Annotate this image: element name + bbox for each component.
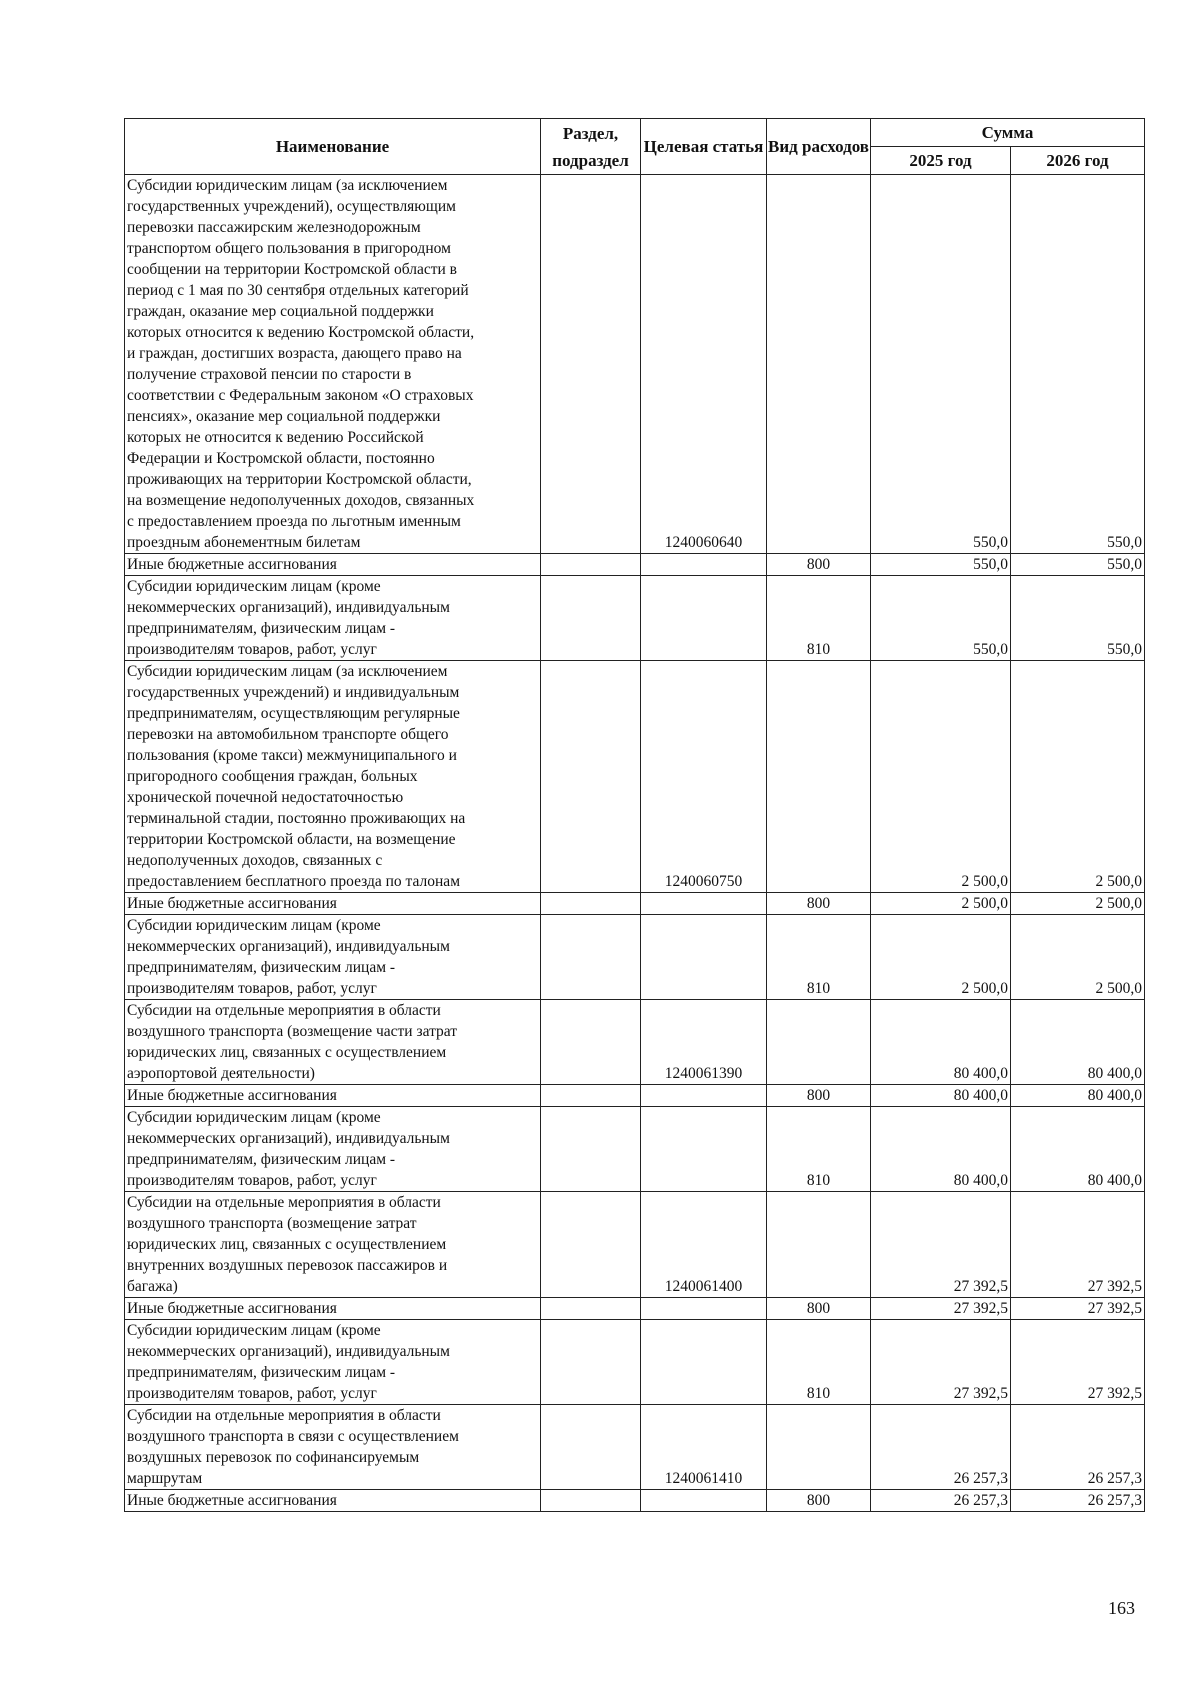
row-sum-2026: 2 500,0 — [1011, 893, 1145, 915]
header-target: Целевая статья — [641, 119, 767, 175]
row-sum-2026: 550,0 — [1011, 576, 1145, 661]
row-expense — [767, 1192, 871, 1298]
row-sum-2026: 550,0 — [1011, 175, 1145, 554]
row-sum-2026: 26 257,3 — [1011, 1490, 1145, 1512]
table-row — [125, 915, 1145, 1000]
table-row — [125, 661, 1145, 893]
row-target — [641, 915, 767, 1000]
row-target — [641, 554, 767, 576]
header-sum: Сумма — [871, 119, 1145, 147]
row-name: Субсидии юридическим лицам (кроме некоммерческих организаций), индивидуальным предпринимателям, физическим лицам - производителям товаров, работ, услуг — [125, 1107, 541, 1192]
row-name: Субсидии юридическим лицам (кроме некоммерческих организаций), индивидуальным предпринимателям, физическим лицам - производителям товаров, работ, услуг — [125, 915, 541, 1000]
row-sum-2025: 80 400,0 — [871, 1000, 1011, 1085]
table-row — [125, 1000, 1145, 1085]
row-sum-2025: 80 400,0 — [871, 1107, 1011, 1192]
row-target — [641, 1085, 767, 1107]
header-year-2026: 2026 год — [1011, 147, 1145, 175]
row-sum-2026: 550,0 — [1011, 554, 1145, 576]
row-target — [641, 1490, 767, 1512]
row-name: Субсидии юридическим лицам (кроме некоммерческих организаций), индивидуальным предпринимателям, физическим лицам - производителям товаров, работ, услуг — [125, 576, 541, 661]
row-sum-2025: 26 257,3 — [871, 1405, 1011, 1490]
page-number: 163 — [1108, 1598, 1135, 1618]
row-sum-2025: 2 500,0 — [871, 661, 1011, 893]
row-name: Иные бюджетные ассигнования — [125, 893, 541, 915]
row-sum-2025: 26 257,3 — [871, 1490, 1011, 1512]
row-target: 1240060750 — [641, 661, 767, 893]
row-target: 1240061390 — [641, 1000, 767, 1085]
row-target: 1240061410 — [641, 1405, 767, 1490]
row-section — [541, 554, 641, 576]
row-sum-2025: 80 400,0 — [871, 1085, 1011, 1107]
row-name: Иные бюджетные ассигнования — [125, 554, 541, 576]
table-row — [125, 1107, 1145, 1192]
row-section — [541, 915, 641, 1000]
row-expense: 800 — [767, 1490, 871, 1512]
table-header — [125, 119, 1145, 175]
row-sum-2025: 550,0 — [871, 554, 1011, 576]
row-expense — [767, 1000, 871, 1085]
row-expense: 810 — [767, 576, 871, 661]
table-row — [125, 1085, 1145, 1107]
row-sum-2025: 27 392,5 — [871, 1320, 1011, 1405]
row-target — [641, 1107, 767, 1192]
row-expense: 810 — [767, 1107, 871, 1192]
row-target: 1240060640 — [641, 175, 767, 554]
row-section — [541, 1085, 641, 1107]
row-sum-2025: 550,0 — [871, 576, 1011, 661]
row-expense — [767, 175, 871, 554]
row-sum-2026: 80 400,0 — [1011, 1107, 1145, 1192]
budget-table — [124, 118, 1145, 1512]
row-section — [541, 893, 641, 915]
row-expense: 810 — [767, 1320, 871, 1405]
table-row — [125, 1490, 1145, 1512]
row-section — [541, 1320, 641, 1405]
row-expense: 800 — [767, 554, 871, 576]
row-target — [641, 893, 767, 915]
row-section — [541, 1107, 641, 1192]
row-name: Иные бюджетные ассигнования — [125, 1298, 541, 1320]
header-section: Раздел, подраздел — [541, 119, 641, 175]
row-expense: 810 — [767, 915, 871, 1000]
row-section — [541, 175, 641, 554]
header-year-2025: 2025 год — [871, 147, 1011, 175]
header-expense: Вид расходов — [767, 119, 871, 175]
row-name: Иные бюджетные ассигнования — [125, 1085, 541, 1107]
table-row — [125, 554, 1145, 576]
table-body — [125, 175, 1145, 1512]
row-target: 1240061400 — [641, 1192, 767, 1298]
row-section — [541, 576, 641, 661]
row-expense — [767, 661, 871, 893]
row-sum-2026: 2 500,0 — [1011, 661, 1145, 893]
row-sum-2026: 80 400,0 — [1011, 1085, 1145, 1107]
table-row — [125, 1405, 1145, 1490]
header-name: Наименование — [125, 119, 541, 175]
row-sum-2026: 26 257,3 — [1011, 1405, 1145, 1490]
row-sum-2026: 2 500,0 — [1011, 915, 1145, 1000]
row-name: Иные бюджетные ассигнования — [125, 1490, 541, 1512]
row-sum-2026: 27 392,5 — [1011, 1320, 1145, 1405]
row-name: Субсидии на отдельные мероприятия в области воздушного транспорта (возмещение затрат юридических лиц, связанных с осуществлением внутренних воздушных перевозок пассажиров и багажа) — [125, 1192, 541, 1298]
row-name: Субсидии юридическим лицам (за исключением государственных учреждений), осуществляющим перевозки пассажирским железнодорожным транспортом общего пользования в пригородном сообщении на территории Костромской области в период с 1 мая по 30 сентября отдельных категорий граждан, оказание мер социальной поддержки которых относится к ведению Костромской области, и граждан, достигших возраста, дающего право на получение страховой пенсии по старости в соответствии с Федеральным законом «О страховых пенсиях», оказание мер социальной поддержки которых не относится к ведению Российской Федерации и Костромской области, постоянно проживающих на территории Костромской области, на возмещение недополученных доходов, связанных с предоставлением проезда по льготным именным проездным абонементным билетам — [125, 175, 541, 554]
table-row — [125, 175, 1145, 554]
table-row — [125, 1320, 1145, 1405]
row-section — [541, 1405, 641, 1490]
row-name: Субсидии юридическим лицам (кроме некоммерческих организаций), индивидуальным предпринимателям, физическим лицам - производителям товаров, работ, услуг — [125, 1320, 541, 1405]
table-row — [125, 1298, 1145, 1320]
row-sum-2025: 2 500,0 — [871, 893, 1011, 915]
row-sum-2025: 550,0 — [871, 175, 1011, 554]
row-expense: 800 — [767, 893, 871, 915]
row-name: Субсидии на отдельные мероприятия в области воздушного транспорта в связи с осуществлением воздушных перевозок по софинансируемым маршрутам — [125, 1405, 541, 1490]
row-section — [541, 1490, 641, 1512]
table-row — [125, 893, 1145, 915]
row-target — [641, 1298, 767, 1320]
table-row — [125, 1192, 1145, 1298]
row-section — [541, 1298, 641, 1320]
row-sum-2026: 27 392,5 — [1011, 1298, 1145, 1320]
row-target — [641, 1320, 767, 1405]
row-sum-2026: 27 392,5 — [1011, 1192, 1145, 1298]
row-expense: 800 — [767, 1298, 871, 1320]
row-target — [641, 576, 767, 661]
row-name: Субсидии юридическим лицам (за исключением государственных учреждений) и индивидуальным предпринимателям, осуществляющим регулярные перевозки на автомобильном транспорте общего пользования (кроме такси) межмуниципального и пригородного сообщения граждан, больных хронической почечной недостаточностью терминальной стадии, постоянно проживающих на территории Костромской области, на возмещение недополученных доходов, связанных с предоставлением бесплатного проезда по талонам — [125, 661, 541, 893]
row-sum-2025: 27 392,5 — [871, 1298, 1011, 1320]
row-section — [541, 1000, 641, 1085]
row-sum-2026: 80 400,0 — [1011, 1000, 1145, 1085]
row-expense: 800 — [767, 1085, 871, 1107]
row-section — [541, 661, 641, 893]
row-name: Субсидии на отдельные мероприятия в области воздушного транспорта (возмещение части затрат юридических лиц, связанных с осуществлением аэропортовой деятельности) — [125, 1000, 541, 1085]
table-row — [125, 576, 1145, 661]
row-section — [541, 1192, 641, 1298]
row-sum-2025: 2 500,0 — [871, 915, 1011, 1000]
row-sum-2025: 27 392,5 — [871, 1192, 1011, 1298]
row-expense — [767, 1405, 871, 1490]
